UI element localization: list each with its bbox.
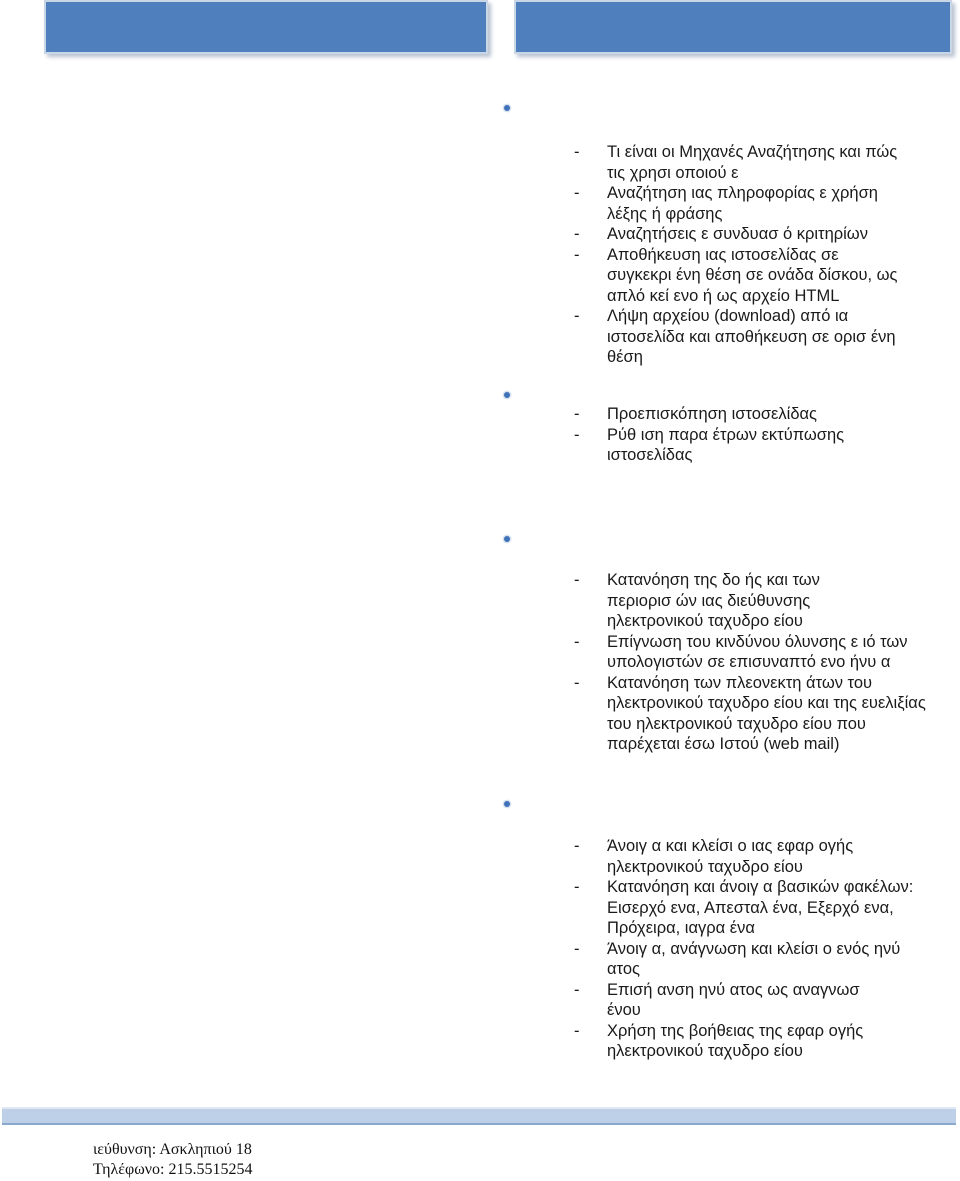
syllabus-list-search [572,142,960,368]
bullet-icon [502,390,512,400]
list-item: - Αναζητήσεις ε συνδυασ ό κριτηρίων [572,224,960,245]
list-item: - Άνοιγ α, ανάγνωση και κλείσι ο ενός ηνύ ατος [572,939,960,980]
list-item: - Κατανόηση των πλεονεκτη άτων του ηλεκτρονικού ταχυδρο είου και της ευελιξίας του ηλεκτρονικού ταχυδρο είου που παρέχεται έσω Ιστού (web mail) [572,673,960,755]
syllabus-list-email-app [572,836,960,1062]
list-item: - Ρύθ ιση παρα έτρων εκτύπωσης ιστοσελίδας [572,425,960,466]
list-item: - Χρήση της βοήθειας της εφαρ ογής ηλεκτρονικού ταχυδρο είου [572,1021,960,1062]
footer-address: ιεύθυνση: Ασκληπιού 18 [93,1141,252,1158]
footer-phone: Τηλέφωνο: 215.5515254 [93,1161,253,1178]
syllabus-list-email-concepts [572,570,960,755]
footer-divider-bar [2,1107,956,1125]
list-item: - Επίγνωση του κινδύνου όλυνσης ε ιό των υπολογιστών σε επισυναπτό ενο ήνυ α [572,632,960,673]
list-item: - Τι είναι οι Μηχανές Αναζήτησης και πώς τις χρησι οποιού ε [572,142,960,183]
list-item: - Λήψη αρχείου (download) από ια ιστοσελίδα και αποθήκευση σε ορισ ένη θέση [572,306,960,368]
header-banner-left [44,0,488,54]
list-item: - Κατανόηση της δο ής και των περιορισ ών ιας διεύθυνσης ηλεκτρονικού ταχυδρο είου [572,570,960,632]
list-item: - Αναζήτηση ιας πληροφορίας ε χρήση λέξης ή φράσης [572,183,960,224]
bullet-icon [502,534,512,544]
list-item: - Κατανόηση και άνοιγ α βασικών φακέλων: Εισερχό ενα, Απεσταλ ένα, Εξερχό ενα, Πρόχειρα, ιαγρα ένα [572,877,960,939]
list-item: - Προεπισκόπηση ιστοσελίδας [572,404,960,425]
list-item: - Επισή ανση ηνύ ατος ως αναγνωσ ένου [572,980,960,1021]
syllabus-list-print [572,404,960,466]
bullet-icon [502,799,512,809]
list-item: - Αποθήκευση ιας ιστοσελίδας σε συγκεκρι ένη θέση σε ονάδα δίσκου, ως απλό κεί ενο ή ως αρχείο HTML [572,245,960,307]
bullet-icon [502,103,512,113]
header-banner-right [514,0,952,54]
list-item: - Άνοιγ α και κλείσι ο ιας εφαρ ογής ηλεκτρονικού ταχυδρο είου [572,836,960,877]
